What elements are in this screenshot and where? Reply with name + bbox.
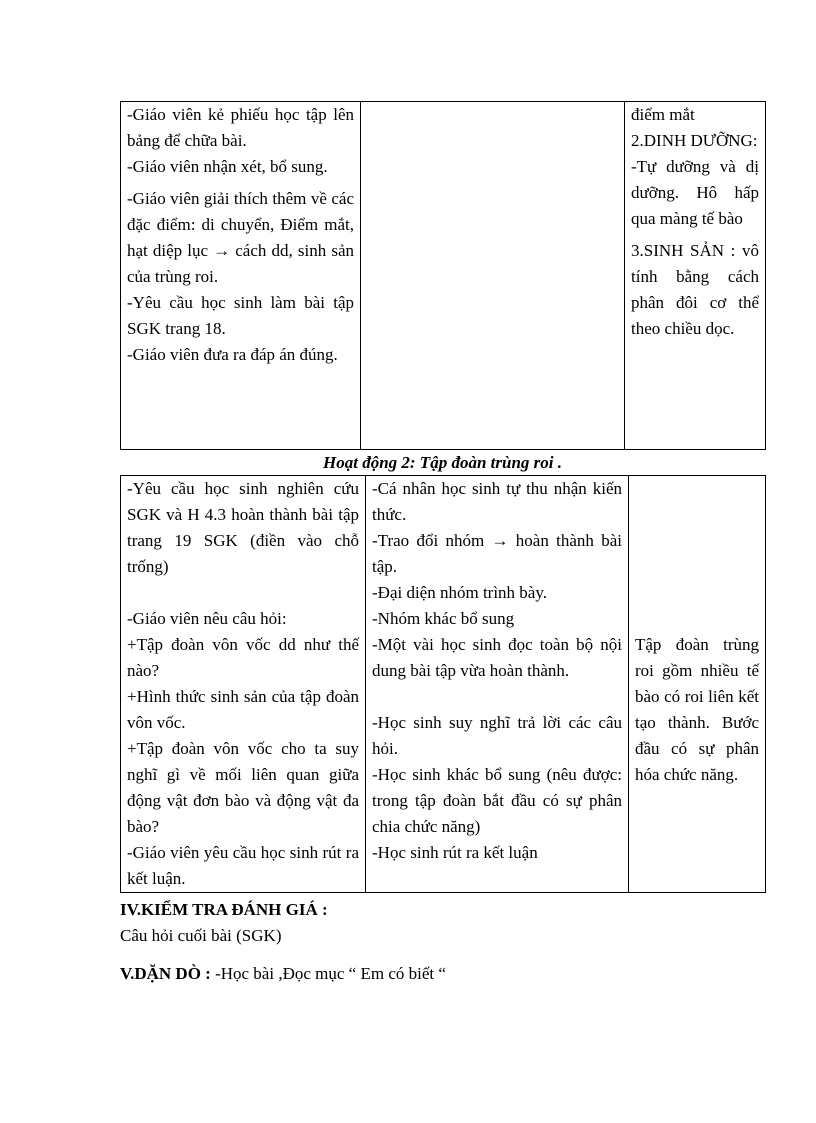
section-5-text: -Học bài ,Đọc mục “ Em có biết “	[215, 964, 446, 983]
student-activity: -Cá nhân học sinh tự thu nhận kiến thức.	[372, 479, 622, 524]
student-activity: -Một vài học sinh đọc toàn bộ nội dung bài tập vừa hoàn thành.	[372, 635, 622, 680]
activity-2-heading: Hoạt động 2: Tập đoàn trùng roi .	[323, 453, 562, 472]
student-activity: -Học sinh rút ra kết luận	[372, 843, 538, 862]
student-activities-cell	[366, 476, 629, 893]
section-5-title: V.DẶN DÒ :	[120, 964, 211, 983]
teacher-question: +Hình thức sinh sản của tập đoàn vôn vốc.	[127, 687, 359, 732]
content-cell	[625, 102, 766, 450]
student-activity: -Nhóm khác bổ sung	[372, 609, 515, 628]
teacher-activity: -Giáo viên đưa ra đáp án đúng.	[127, 345, 338, 364]
teacher-activity: -Giáo viên nhận xét, bổ sung.	[127, 157, 328, 176]
content-conclusion: Tập đoàn trùng roi gồm nhiều tế bào có roi liên kết tạo thành. Bước đầu có sự phân hóa chức năng.	[635, 635, 759, 784]
teacher-activity: -Giáo viên nêu câu hỏi:	[127, 609, 287, 628]
student-activity: -Trao đổi nhóm → hoàn thành bài tập.	[372, 531, 622, 576]
teacher-activity: -Giáo viên yêu cầu học sinh rút ra kết luận.	[127, 843, 359, 888]
section-4-text: Câu hỏi cuối bài (SGK)	[120, 926, 282, 945]
teacher-activities-cell	[121, 476, 366, 893]
teacher-activity: -Yêu cầu học sinh làm bài tập SGK trang 18.	[127, 293, 354, 338]
student-activities-cell-empty	[361, 102, 625, 450]
teacher-activities-cell	[121, 102, 361, 450]
content-heading: 2.DINH DƯỠNG:	[631, 131, 758, 150]
content-line: -Tự dưỡng và dị dưỡng. Hô hấp qua màng tế bào	[631, 157, 759, 228]
teacher-question: +Tập đoàn vôn vốc dd như thế nào?	[127, 635, 359, 680]
teacher-activity: -Giáo viên giải thích thêm về các đặc điểm: di chuyển, Điểm mắt, hạt diệp lục → cách dd, sinh sản của trùng roi.	[127, 189, 354, 286]
content-heading: 3.SINH SẢN : vô tính bằng cách phân đôi cơ thể theo chiều dọc.	[631, 241, 759, 338]
student-activity: -Học sinh khác bổ sung (nêu được: trong tập đoàn bắt đầu có sự phân chia chức năng)	[372, 765, 622, 836]
section-5	[120, 962, 446, 986]
lesson-table-activity-1	[120, 101, 766, 450]
teacher-activity: -Yêu cầu học sinh nghiên cứu SGK và H 4.3 hoàn thành bài tập trang 19 SGK (điền vào chỗ trống)	[127, 479, 359, 576]
section-4-title: IV.KIỂM TRA ĐÁNH GIÁ :	[120, 900, 328, 919]
teacher-activity: -Giáo viên kẻ phiếu học tập lên bảng để chữa bài.	[127, 105, 354, 150]
content-line: điểm mắt	[631, 105, 695, 124]
student-activity: -Đại diện nhóm trình bày.	[372, 583, 547, 602]
student-activity: -Học sinh suy nghĩ trả lời các câu hỏi.	[372, 713, 622, 758]
lesson-table-activity-2	[120, 475, 766, 893]
content-cell	[629, 476, 766, 893]
teacher-question: +Tập đoàn vôn vốc cho ta suy nghĩ gì về mối liên quan giữa động vật đơn bào và động vật đa bào?	[127, 739, 359, 836]
